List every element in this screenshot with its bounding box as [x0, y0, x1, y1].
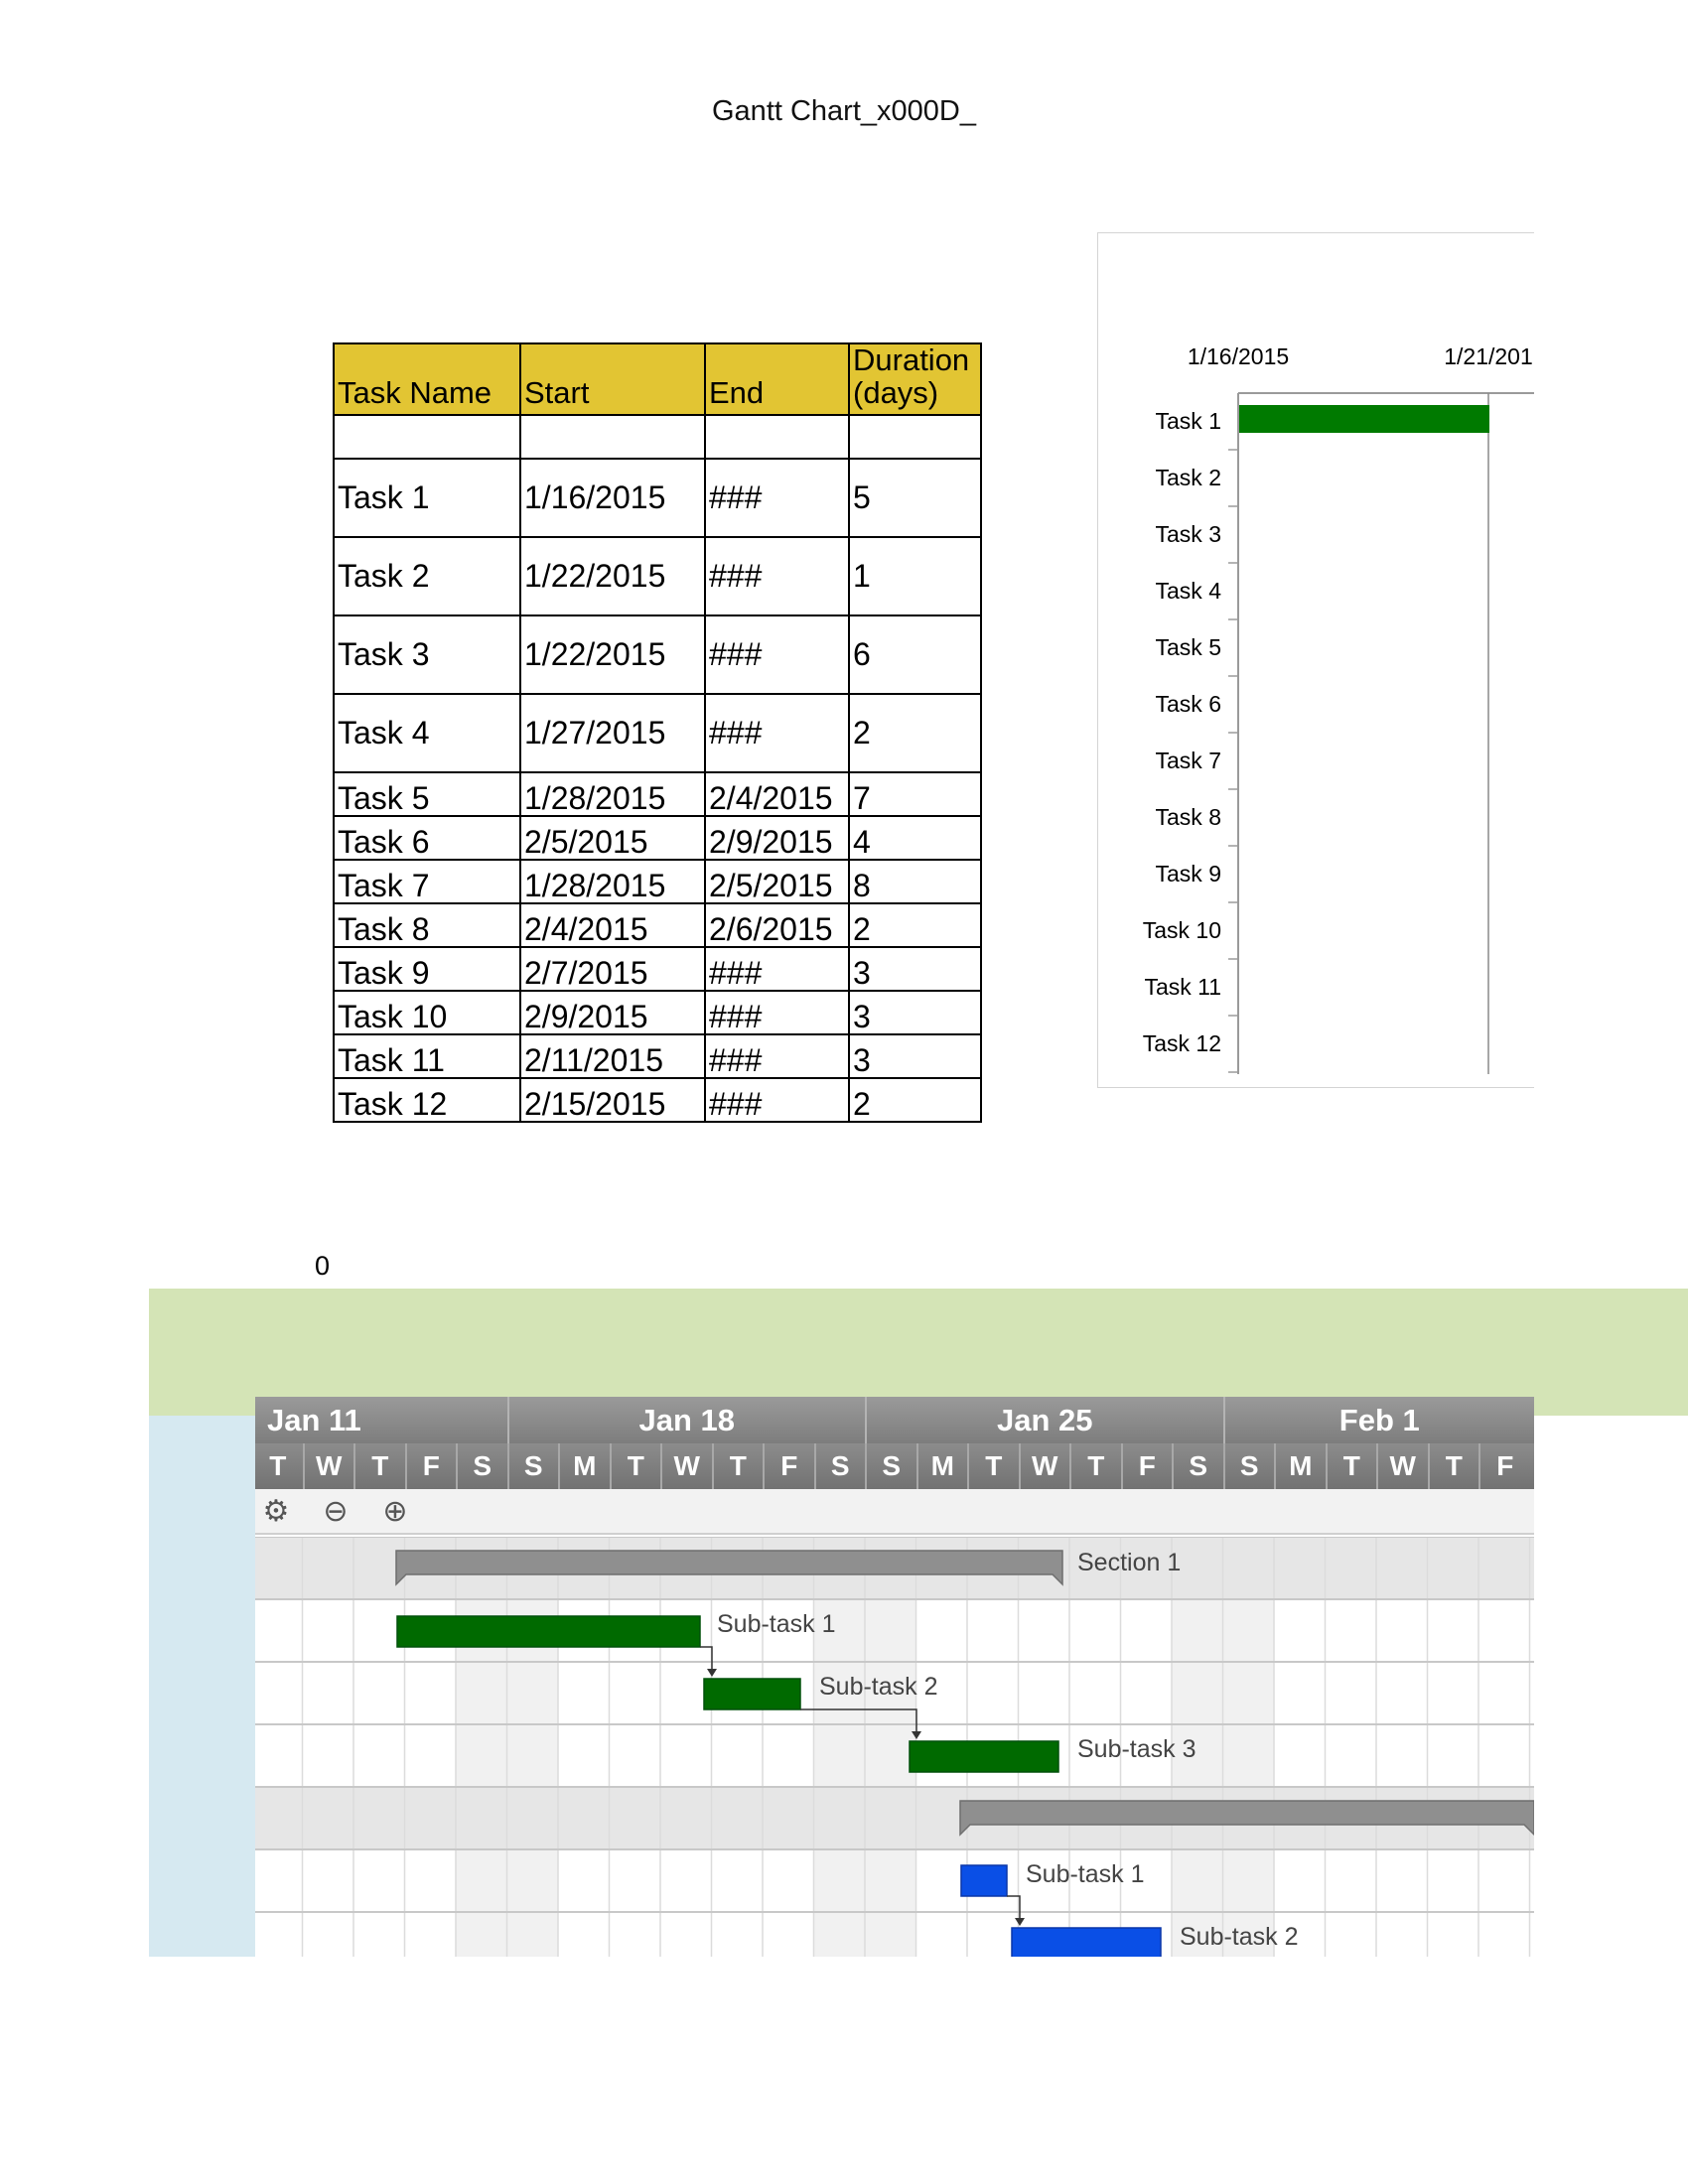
cell-task-name[interactable]: Task 6 [334, 816, 520, 860]
x-tick-label: 1/16/2015 [1187, 343, 1290, 369]
y-tick-label: Task 12 [1142, 1030, 1221, 1056]
day-label: M [916, 1443, 968, 1489]
cell-task-name[interactable]: Task 8 [334, 903, 520, 947]
y-tick-label: Task 9 [1155, 861, 1221, 887]
gantt-toolbar [255, 1489, 1534, 1535]
y-tick-label: Task 11 [1144, 974, 1221, 1000]
task-bar [910, 1741, 1058, 1772]
cell-duration[interactable]: 5 [849, 459, 981, 537]
header-start[interactable]: Start [520, 343, 705, 415]
day-label: T [712, 1443, 764, 1489]
cell-task-name[interactable]: Task 5 [334, 772, 520, 816]
page-title: Gantt Chart_x000D_ [712, 95, 976, 127]
y-tick-label: Task 8 [1155, 804, 1221, 830]
table-row [334, 537, 981, 615]
cell-task-name[interactable]: Task 12 [334, 1078, 520, 1122]
table-row [334, 772, 981, 816]
gantt-picture[interactable] [255, 1397, 1534, 1957]
day-label: T [1428, 1443, 1479, 1489]
zoom-out-icon[interactable]: ⊖ [323, 1495, 349, 1528]
cell-task-name[interactable]: Task 1 [334, 459, 520, 537]
cell-task-name[interactable]: Task 7 [334, 860, 520, 903]
day-label: M [1274, 1443, 1326, 1489]
day-header-row [255, 1443, 1534, 1489]
day-label: F [405, 1443, 457, 1489]
cell-start[interactable]: 1/22/2015 [520, 615, 705, 694]
cell-start[interactable]: 1/22/2015 [520, 537, 705, 615]
table-row [334, 1078, 981, 1122]
task-bar [961, 1865, 1007, 1896]
cell-end[interactable]: ### [705, 694, 849, 772]
cell-duration[interactable]: 2 [849, 903, 981, 947]
cell-duration[interactable]: 3 [849, 991, 981, 1034]
table-cell[interactable] [334, 415, 520, 459]
y-tick-label: Task 5 [1155, 634, 1221, 660]
header-end[interactable]: End [705, 343, 849, 415]
day-label: S [1172, 1443, 1223, 1489]
arrow-head [1015, 1918, 1025, 1926]
cell-start[interactable]: 1/27/2015 [520, 694, 705, 772]
cell-end[interactable]: 2/9/2015 [705, 816, 849, 860]
y-tick-label: Task 6 [1155, 691, 1221, 717]
month-label: Jan 25 [865, 1397, 1223, 1443]
cell-duration[interactable]: 2 [849, 694, 981, 772]
table-row [334, 903, 981, 947]
cell-end[interactable]: ### [705, 537, 849, 615]
y-tick-label: Task 1 [1155, 408, 1221, 434]
table-cell[interactable] [705, 415, 849, 459]
day-label: W [1019, 1443, 1070, 1489]
cell-task-name[interactable]: Task 3 [334, 615, 520, 694]
day-label: F [1478, 1443, 1530, 1489]
arrow-head [707, 1669, 717, 1677]
table-row [334, 816, 981, 860]
y-tick-label: Task 10 [1142, 917, 1221, 943]
table-cell[interactable] [849, 415, 981, 459]
gantt-chart-svg [1098, 233, 1534, 1088]
table-row [334, 1034, 981, 1078]
day-label: S [814, 1443, 866, 1489]
cell-task-name[interactable]: Task 10 [334, 991, 520, 1034]
cell-duration[interactable]: 8 [849, 860, 981, 903]
bar-label: Sub-task 3 [1077, 1735, 1196, 1763]
cell-end[interactable]: 2/4/2015 [705, 772, 849, 816]
gantt-chart[interactable] [1097, 232, 1534, 1088]
cell-duration[interactable]: 4 [849, 816, 981, 860]
month-header-row [255, 1397, 1534, 1443]
cell-start[interactable]: 1/16/2015 [520, 459, 705, 537]
task-bar [1012, 1928, 1161, 1957]
cell-start[interactable]: 2/5/2015 [520, 816, 705, 860]
side-band [149, 1416, 255, 1957]
task-bar [704, 1679, 800, 1709]
section-label: Section 1 [1077, 1549, 1182, 1576]
day-label: W [303, 1443, 354, 1489]
header-duration[interactable]: Duration (days) [849, 343, 981, 415]
day-label: S [456, 1443, 507, 1489]
y-tick-label: Task 7 [1155, 748, 1221, 773]
cell-end[interactable]: ### [705, 1078, 849, 1122]
day-label: T [1326, 1443, 1377, 1489]
cell-task-name[interactable]: Task 11 [334, 1034, 520, 1078]
day-label: S [1223, 1443, 1275, 1489]
bar-label: Sub-task 2 [819, 1673, 938, 1701]
day-label: T [610, 1443, 661, 1489]
cell-duration[interactable]: 3 [849, 947, 981, 991]
task-bar [397, 1616, 700, 1647]
table-row [334, 459, 981, 537]
y-tick-label: Task 2 [1155, 465, 1221, 490]
day-label: F [763, 1443, 814, 1489]
cell-task-name[interactable]: Task 9 [334, 947, 520, 991]
month-label: Feb 1 [1223, 1397, 1535, 1443]
zoom-in-icon[interactable]: ⊕ [382, 1495, 408, 1528]
cell-end[interactable]: ### [705, 459, 849, 537]
day-label: T [967, 1443, 1019, 1489]
cell-duration[interactable]: 7 [849, 772, 981, 816]
table-row [334, 694, 981, 772]
cell-start[interactable]: 2/11/2015 [520, 1034, 705, 1078]
gantt-grid [255, 1537, 1534, 1957]
day-label: M [558, 1443, 610, 1489]
x-tick-label: 1/21/201 [1444, 343, 1533, 369]
month-label: Jan 18 [507, 1397, 866, 1443]
day-label: W [660, 1443, 712, 1489]
cell-duration[interactable]: 1 [849, 537, 981, 615]
table-row [334, 991, 981, 1034]
day-label: S [865, 1443, 916, 1489]
bar [1239, 405, 1489, 433]
day-label: W [1376, 1443, 1428, 1489]
table-cell[interactable] [520, 415, 705, 459]
day-label: T [255, 1443, 303, 1489]
cell-value[interactable]: 0 [315, 1251, 331, 1281]
cell-start[interactable]: 1/28/2015 [520, 772, 705, 816]
day-label: T [1069, 1443, 1121, 1489]
bar-label: Sub-task 1 [717, 1610, 836, 1638]
table-row [334, 860, 981, 903]
cell-task-name[interactable]: Task 2 [334, 537, 520, 615]
task-table [333, 342, 982, 1123]
cell-start[interactable]: 2/9/2015 [520, 991, 705, 1034]
bar-label: Sub-task 2 [1180, 1923, 1299, 1951]
cell-duration[interactable]: 2 [849, 1078, 981, 1122]
cell-start[interactable]: 1/28/2015 [520, 860, 705, 903]
y-tick-label: Task 3 [1155, 521, 1221, 547]
day-label: T [353, 1443, 405, 1489]
day-label: S [507, 1443, 559, 1489]
table-header-row [334, 343, 981, 415]
y-tick-label: Task 4 [1155, 578, 1221, 604]
cell-duration[interactable]: 3 [849, 1034, 981, 1078]
cell-end[interactable]: ### [705, 1034, 849, 1078]
cell-start[interactable]: 2/15/2015 [520, 1078, 705, 1122]
header-task-name[interactable]: Task Name [334, 343, 520, 415]
cell-end[interactable]: 2/5/2015 [705, 860, 849, 903]
cell-task-name[interactable]: Task 4 [334, 694, 520, 772]
gear-icon[interactable]: ⚙ [262, 1495, 290, 1528]
cell-start[interactable]: 2/4/2015 [520, 903, 705, 947]
table-row-blank [334, 415, 981, 459]
cell-end[interactable]: ### [705, 991, 849, 1034]
table-row [334, 947, 981, 991]
cell-end[interactable]: ### [705, 615, 849, 694]
cell-end[interactable]: ### [705, 947, 849, 991]
day-label: F [1121, 1443, 1173, 1489]
cell-start[interactable]: 2/7/2015 [520, 947, 705, 991]
cell-duration[interactable]: 6 [849, 615, 981, 694]
cell-end[interactable]: 2/6/2015 [705, 903, 849, 947]
table-row [334, 615, 981, 694]
month-label: Jan 11 [267, 1403, 361, 1437]
bar-label: Sub-task 1 [1026, 1860, 1145, 1888]
